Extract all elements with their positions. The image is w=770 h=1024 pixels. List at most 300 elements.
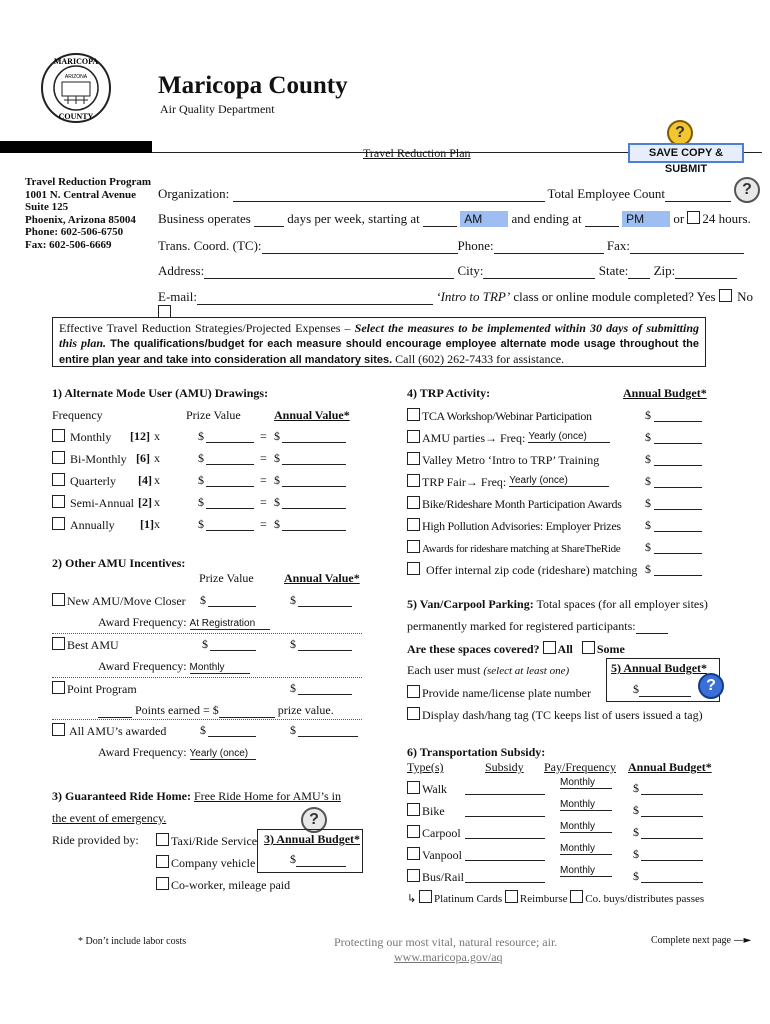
complete-next-row[interactable] [651,935,751,946]
phone-field[interactable] [494,240,604,254]
notice-call: Call (602) 262-7433 for assistance. [395,352,565,366]
dollar: $ [633,803,639,817]
seal-top-text: MARICOPA [53,57,99,66]
s1-prize-field[interactable] [206,517,254,531]
hang-tag-checkbox[interactable] [407,707,420,720]
notice-intro: Effective Travel Reduction Strategies/Projected Expenses – [59,321,351,335]
s1-row [52,429,352,447]
s1-annual-field[interactable] [282,495,346,509]
s6-subsidy-field[interactable] [465,803,545,817]
s4-item-label: Valley Metro ‘Intro to TRP’ Training [422,453,600,467]
intro-question: class or online module completed? Yes [513,289,716,304]
s4-item-budget-field[interactable] [654,452,702,466]
organization-label: Organization: [158,186,230,201]
pm-select[interactable]: PM [622,211,670,227]
s6-freq-value[interactable]: Monthly [560,799,612,811]
s3-link-1[interactable]: Free Ride Home for AMU’s in [193,789,341,803]
s1-prize-field[interactable] [206,495,254,509]
org-row-4 [158,263,758,279]
s4-item-label: Awards for rideshare matching at ShareTheRide [422,543,621,555]
s1-row-mult: [1] [140,517,154,531]
s6-subsidy-field[interactable] [465,781,545,795]
s1-row [52,451,352,469]
s1-row-label: Monthly [70,430,112,444]
platinum-cards-label: Platinum Cards [433,893,503,905]
co-buys-checkbox[interactable] [570,890,583,903]
hours24-checkbox[interactable] [687,211,700,224]
s5-opt-2 [407,707,703,723]
point-program-checkbox[interactable] [52,681,65,694]
dollar: $ [645,562,651,576]
header-bar [0,141,152,153]
company-vehicle-label: Company vehicle [171,856,256,870]
s6-row [407,821,727,845]
award-freq-label: Award Frequency: [98,659,187,673]
organization-field[interactable] [233,188,545,202]
email-field[interactable] [197,291,433,305]
address-field[interactable] [204,265,454,279]
hours24-label: 24 hours. [702,211,751,226]
s1-row-dollar2: $ [274,473,280,487]
s1-row-x: x [154,473,160,487]
dollar: $ [200,593,206,607]
s4-item-budget-field[interactable] [654,540,702,554]
s6-row [407,799,727,823]
new-amu-annual-field[interactable] [298,593,352,607]
dollar: $ [633,847,639,861]
s4-item-checkbox[interactable] [407,518,420,531]
contact-line: Phone: 602-506-6750 [25,226,124,238]
return-arrow-icon: ↳ [407,892,417,905]
s4-item-checkbox[interactable] [407,540,420,553]
dollar: $ [645,430,651,444]
dollar: $ [290,637,296,651]
arrow-right-icon: —► [733,935,752,946]
s1-row-dollar2: $ [274,429,280,443]
s6-rows [407,777,727,891]
s6-payfreq-header: Pay/Frequency [544,760,616,774]
points-field[interactable] [98,704,132,718]
s5-title: 5) Van/Carpool Parking: [407,597,534,611]
s4-budget-header: Annual Budget* [623,386,707,400]
s4-item [407,408,717,424]
s2-new-amu-freq-row [98,615,270,630]
business-label: Business operates [158,211,251,226]
s1-row-eq: = [260,451,267,465]
s4-item [407,518,717,534]
s1-row-label: Semi-Annual [70,496,134,510]
s1-row-dollar: $ [198,495,204,509]
s1-prize-header: Prize Value [186,408,241,422]
s2-annual-header: Annual Value* [284,571,360,585]
save-submit-button[interactable]: SAVE COPY & SUBMIT [628,143,744,163]
contact-line: Travel Reduction Program [25,176,152,188]
s5-text-row-2 [407,619,668,634]
s6-subsidy-header: Subsidy [485,760,524,774]
s1-row-checkbox[interactable] [52,451,65,464]
select-one-note: (select at least one) [483,665,570,677]
each-user-label: Each user must [407,663,481,677]
point-program-annual-field[interactable] [298,681,352,695]
am-select[interactable]: AM [460,211,508,227]
state-field[interactable] [628,265,650,279]
covered-all-label: All [557,642,573,656]
s6-subsidy-field[interactable] [465,847,545,861]
city-label: City: [457,263,484,278]
s5-each-user-row [407,663,569,678]
s1-prize-field[interactable] [206,451,254,465]
award-freq-label: Award Frequency: [98,615,187,629]
taxi-label: Taxi/Ride Service [171,834,258,848]
state-label: State: [598,263,629,278]
s1-row-dollar2: $ [274,451,280,465]
s6-subsidy-field[interactable] [465,869,545,883]
s1-frequency-header: Frequency [52,408,103,422]
s5-budget-label: 5) Annual Budget* [611,661,708,675]
or-label: or [673,211,685,226]
s4-item-budget-field[interactable] [654,496,702,510]
best-amu-freq-value[interactable]: Monthly [190,662,250,674]
s5-budget-field[interactable] [639,683,691,697]
contact-line: Phoenix, Arizona 85004 [25,213,136,226]
s6-row-checkbox[interactable] [407,869,420,882]
s2-best-amu-row [52,637,362,653]
s4-item [407,562,717,578]
s1-row-label: Quarterly [70,474,116,488]
s5-budget-field-row [633,682,691,697]
coworker-checkbox[interactable] [156,877,169,890]
total-employee-field[interactable] [665,188,731,202]
s4-item [407,430,717,446]
s1-row-x: x [154,495,160,509]
s2-all-amu-row [52,723,362,739]
s5-title-row [407,597,708,612]
s6-row [407,865,727,889]
co-buys-label: Co. buys/distributes passes [585,893,705,905]
s4-item-budget-field[interactable] [654,518,702,532]
org-name: Maricopa County [158,72,348,99]
award-freq-label: Award Frequency: [98,745,187,759]
s6-title: 6) Transportation Subsidy: [407,745,546,759]
s1-row-mult: [12] [130,429,150,443]
all-amu-freq-value[interactable]: Yearly (once) [190,748,256,760]
labor-note: * Don’t include labor costs [78,936,187,947]
s1-row-dollar2: $ [274,517,280,531]
s6-row [407,843,727,867]
address-label: Address: [158,263,205,278]
new-amu-freq-value[interactable]: At Registration [190,618,270,630]
dollar: $ [633,682,639,696]
s4-item-checkbox[interactable] [407,474,420,487]
dotted-divider [52,677,362,678]
notice-box [52,317,706,367]
license-plate-checkbox[interactable] [407,685,420,698]
s2-points-earned-row [98,703,334,718]
s6-row-checkbox[interactable] [407,781,420,794]
s4-item [407,540,717,556]
s4-item-freq[interactable]: Yearly (once) [509,475,609,487]
coworker-label: Co-worker, mileage paid [171,878,291,892]
org-row-3 [158,238,758,254]
s6-budget-header: Annual Budget* [628,760,712,774]
phone-label: Phone: [457,238,494,253]
days-field[interactable] [254,213,284,227]
s5-spaces-field[interactable] [636,620,668,634]
s1-annual-field[interactable] [282,451,346,465]
s3-opt-coworker [156,877,290,893]
org-row-2 [158,211,758,227]
seal-mid-text: ARIZONA [64,74,88,80]
s3-title: 3) Guaranteed Ride Home: [52,789,191,803]
s3-link-2[interactable]: the event of emergency. [52,811,167,825]
s6-row-label: Carpool [422,826,461,840]
s1-row-label: Annually [70,518,115,532]
intro-yes-checkbox[interactable] [719,289,732,302]
s3-opt-company [156,855,255,871]
s2-new-amu-row [52,593,362,609]
s1-row [52,473,352,491]
notice-qualifications: The qualifications/budget for each measure should encourage employee alternate mode usage throughout the entire plan year and take into consideration all mandatory sites. [59,338,699,366]
s4-item-label: TCA Workshop/Webinar Participation [422,409,592,423]
point-program-label: Point Program [67,682,137,696]
s1-row-dollar2: $ [274,495,280,509]
s4-item-checkbox[interactable] [407,452,420,465]
dollar: $ [290,723,296,737]
s6-row-label: Vanpool [422,848,462,862]
complete-next-label: Complete next page [651,935,731,946]
s4-item-budget-field[interactable] [654,430,702,444]
s1-row-eq: = [260,429,267,443]
s6-row-checkbox[interactable] [407,847,420,860]
s1-row [52,517,352,535]
footer-url[interactable]: www.maricopa.gov/aq [394,950,503,964]
s4-title: 4) TRP Activity: [407,386,491,400]
s6-row-label: Bike [422,804,445,818]
zip-field[interactable] [675,265,737,279]
s2-point-row [52,681,362,697]
start-time-field[interactable] [423,213,457,227]
s6-budget-field[interactable] [641,781,703,795]
s1-row-mult: [4] [138,473,152,487]
s4-item [407,452,717,468]
zip-label: Zip: [653,263,676,278]
s6-sub-options [407,890,704,905]
dollar: $ [290,852,296,866]
dollar: $ [290,593,296,607]
dotted-divider [52,633,362,634]
dollar: $ [633,781,639,795]
s5-covered-row [407,641,625,657]
s1-row-x: x [154,429,160,443]
contact-line: 1001 N. Central Avenue [25,188,137,201]
end-time-field[interactable] [585,213,619,227]
seal-bottom-text: COUNTY [58,112,94,121]
s4-item-freq[interactable]: Yearly (once) [528,431,610,443]
notice-select: Select the measures to be implemented within 30 days of submitting this plan. [59,321,700,350]
s2-all-amu-freq-row [98,745,256,760]
help-icon[interactable]: ? [667,120,693,146]
s3-provided-label: Ride provided by: [52,833,139,847]
s1-row-checkbox[interactable] [52,473,65,486]
s6-freq-value[interactable]: Monthly [560,843,612,855]
help-icon[interactable]: ? [698,673,724,699]
s4-item-label: AMU parties→ Freq: [422,431,526,445]
s4-item-checkbox[interactable] [407,496,420,509]
contact-line: Suite 125 [25,201,69,213]
s6-freq-value[interactable]: Monthly [560,777,612,789]
s6-row-label: Bus/Rail [422,870,465,884]
s1-annual-field[interactable] [282,473,346,487]
s6-row-checkbox[interactable] [407,825,420,838]
s2-best-amu-freq-row [98,659,250,674]
s5-covered-label: Are these spaces covered? [407,642,540,656]
s4-item-budget-field[interactable] [654,474,702,488]
reimburse-checkbox[interactable] [505,890,518,903]
s6-budget-field[interactable] [641,869,703,883]
s4-item [407,474,717,490]
s4-item-checkbox[interactable] [407,430,420,443]
s3-title-row [52,789,341,804]
s1-row-checkbox[interactable] [52,517,65,530]
s5-text-2: permanently marked for registered participants: [407,619,636,633]
s1-row-mult: [6] [136,451,150,465]
reimburse-label: Reimburse [519,893,568,905]
dotted-divider [52,719,362,720]
intro-trp-label: ‘Intro to TRP’ [436,289,511,304]
new-amu-label: New AMU/Move Closer [67,594,186,608]
s5-opt-1 [407,685,591,701]
s1-prize-field[interactable] [206,429,254,443]
best-amu-prize-field[interactable] [210,637,256,651]
s1-row-label: Bi-Monthly [70,452,127,466]
contact-block [25,176,151,251]
s2-title: 2) Other AMU Incentives: [52,556,186,570]
help-icon[interactable]: ? [301,807,327,833]
platinum-cards-checkbox[interactable] [419,890,432,903]
dept-name: Air Quality Department [160,102,275,116]
dollar: $ [645,540,651,554]
s2-prize-header: Prize Value [199,571,254,585]
s1-title: 1) Alternate Mode User (AMU) Drawings: [52,386,269,400]
best-amu-checkbox[interactable] [52,637,65,650]
s6-row-checkbox[interactable] [407,803,420,816]
fax-label: Fax: [606,238,631,253]
dollar: $ [645,518,651,532]
s6-subsidy-field[interactable] [465,825,545,839]
org-row-1 [158,186,738,202]
s4-item-budget-field[interactable] [654,408,702,422]
s1-row-dollar: $ [198,473,204,487]
dollar: $ [645,408,651,422]
best-amu-annual-field[interactable] [298,637,352,651]
days-label: days per week, starting at [287,211,420,226]
city-field[interactable] [483,265,595,279]
s4-item-label: Offer internal zip code (rideshare) matching [426,563,638,577]
s4-item-checkbox[interactable] [407,408,420,421]
s4-item-checkbox[interactable] [407,562,420,575]
all-amu-prize-field[interactable] [208,723,256,737]
s1-row-dollar: $ [198,451,204,465]
s1-row-eq: = [260,473,267,487]
s1-row-eq: = [260,517,267,531]
s4-item-label: High Pollution Advisories: Employer Prizes [422,519,621,533]
dollar: $ [202,637,208,651]
ending-label: and ending at [511,211,582,226]
s6-budget-field[interactable] [641,825,703,839]
s3-budget-label: 3) Annual Budget* [264,832,361,846]
dollar: $ [645,496,651,510]
all-amu-checkbox[interactable] [52,723,65,736]
taxi-checkbox[interactable] [156,833,169,846]
points-earned-label: Points earned = $ [135,703,219,717]
s4-item-label: Bike/Rideshare Month Participation Awards [422,497,622,511]
total-employee-label: Total Employee Count [547,186,666,201]
no-label: No [737,289,753,304]
s1-row-eq: = [260,495,267,509]
s1-annual-field[interactable] [282,517,346,531]
s1-prize-field[interactable] [206,473,254,487]
company-vehicle-checkbox[interactable] [156,855,169,868]
s6-freq-value[interactable]: Monthly [560,821,612,833]
footer-tagline: Protecting our most vital, natural resource; air. [334,935,558,949]
s1-row-checkbox[interactable] [52,429,65,442]
s3-opt-taxi [156,833,257,849]
s4-item [407,496,717,512]
covered-all-checkbox[interactable] [543,641,556,654]
s3-budget-field[interactable] [296,853,346,867]
email-label: E-mail: [158,289,197,304]
s6-type-header: Type(s) [407,760,444,774]
prize-value-label: prize value. [277,703,334,717]
s6-row-label: Walk [422,782,448,796]
s6-row [407,777,727,801]
hang-tag-label: Display dash/hang tag (TC keeps list of users issued a tag) [422,708,703,722]
s6-budget-field[interactable] [641,847,703,861]
trans-coord-field[interactable] [262,240,458,254]
form-title: Travel Reduction Plan [363,146,471,160]
s1-row-mult: [2] [138,495,152,509]
s1-row-dollar: $ [198,429,204,443]
license-plate-label: Provide name/license plate number [422,686,591,700]
fax-field[interactable] [630,240,744,254]
s6-freq-value[interactable]: Monthly [560,865,612,877]
county-seal [40,52,112,124]
s1-row-checkbox[interactable] [52,495,65,508]
contact-line: Fax: 602-506-6669 [25,238,112,251]
s4-item-budget-field[interactable] [654,562,702,576]
covered-some-checkbox[interactable] [582,641,595,654]
help-icon[interactable]: ? [734,177,760,203]
dollar: $ [645,452,651,466]
s6-budget-field[interactable] [641,803,703,817]
points-value-field[interactable] [219,704,275,718]
s1-row-dollar: $ [198,517,204,531]
dollar: $ [633,869,639,883]
s3-budget-field-row [290,852,346,867]
s1-annual-field[interactable] [282,429,346,443]
trans-coord-label: Trans. Coord. (TC): [158,238,262,253]
all-amu-annual-field[interactable] [298,723,358,737]
s4-items [407,408,717,578]
dollar: $ [633,825,639,839]
dollar: $ [290,681,296,695]
s4-item-label: TRP Fair→ Freq: [422,475,507,489]
best-amu-label: Best AMU [67,638,119,652]
new-amu-checkbox[interactable] [52,593,65,606]
s5-text-1: Total spaces (for all employer sites) [536,597,708,611]
new-amu-prize-field[interactable] [208,593,256,607]
s1-row [52,495,352,513]
